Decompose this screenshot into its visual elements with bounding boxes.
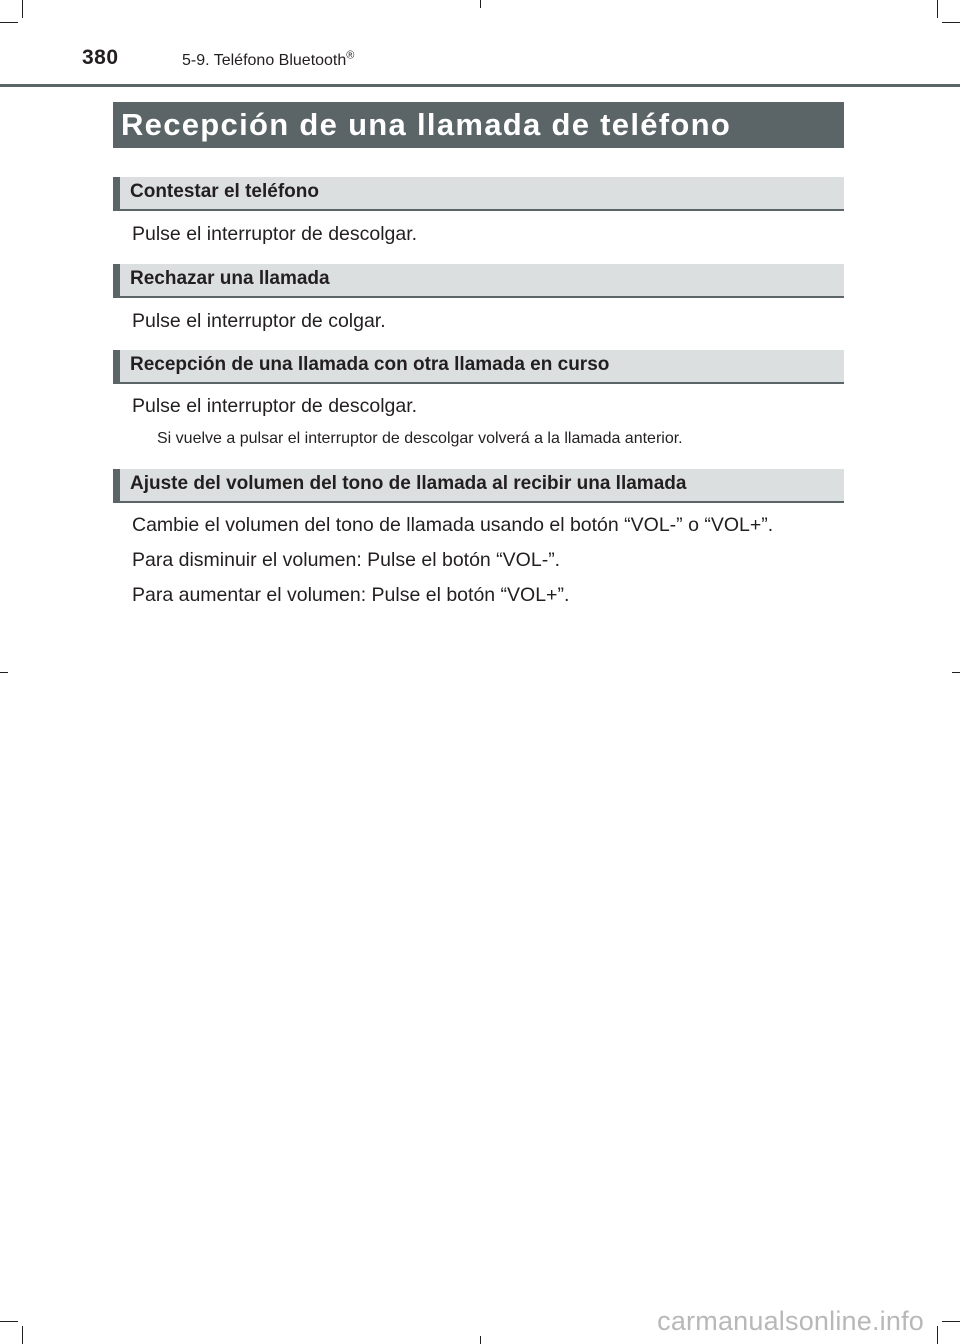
page-title: Recepción de una llamada de teléfono <box>121 107 732 142</box>
section-body-text: Pulse el interruptor de colgar. <box>132 310 386 332</box>
crop-mark <box>480 1336 481 1344</box>
crop-mark <box>952 672 960 673</box>
section-title <box>182 49 355 70</box>
page-title-bar <box>113 102 844 148</box>
registered-mark: ® <box>346 49 355 62</box>
crop-mark <box>942 1321 960 1322</box>
section-heading-contestar <box>113 177 844 211</box>
crop-mark <box>0 672 8 673</box>
section-heading-rechazar <box>113 264 844 298</box>
header-rule <box>0 84 960 87</box>
section-heading-text: Rechazar una llamada <box>130 268 330 289</box>
section-note-text: Si vuelve a pulsar el interruptor de descolgar volverá a la llamada anterior. <box>157 430 683 447</box>
crop-mark <box>942 22 960 23</box>
section-body-line: Para disminuir el volumen: Pulse el botón “VOL-”. <box>132 549 561 571</box>
section-body-line: Para aumentar el volumen: Pulse el botón “VOL+”. <box>132 584 570 606</box>
section-heading-llamada-en-curso <box>113 350 844 384</box>
crop-mark <box>937 0 938 18</box>
section-heading-text: Recepción de una llamada con otra llamada en curso <box>130 354 610 375</box>
page-number: 380 <box>82 46 119 69</box>
crop-mark <box>480 0 481 8</box>
section-body-text: Pulse el interruptor de descolgar. <box>132 395 418 417</box>
section-body-text: Pulse el interruptor de descolgar. <box>132 223 418 245</box>
crop-mark <box>0 22 18 23</box>
crop-mark <box>22 1326 23 1344</box>
crop-mark <box>937 1326 938 1344</box>
watermark: carmanualsonline.info <box>657 1306 924 1336</box>
crop-mark <box>0 1321 18 1322</box>
section-heading-text: Contestar el teléfono <box>130 181 319 202</box>
section-heading-text: Ajuste del volumen del tono de llamada al recibir una llamada <box>130 473 687 494</box>
section-title-text: 5-9. Teléfono Bluetooth <box>182 52 347 69</box>
crop-mark <box>22 0 23 18</box>
section-heading-volumen <box>113 469 844 503</box>
section-body-line: Cambie el volumen del tono de llamada usando el botón “VOL-” o “VOL+”. <box>132 514 774 536</box>
